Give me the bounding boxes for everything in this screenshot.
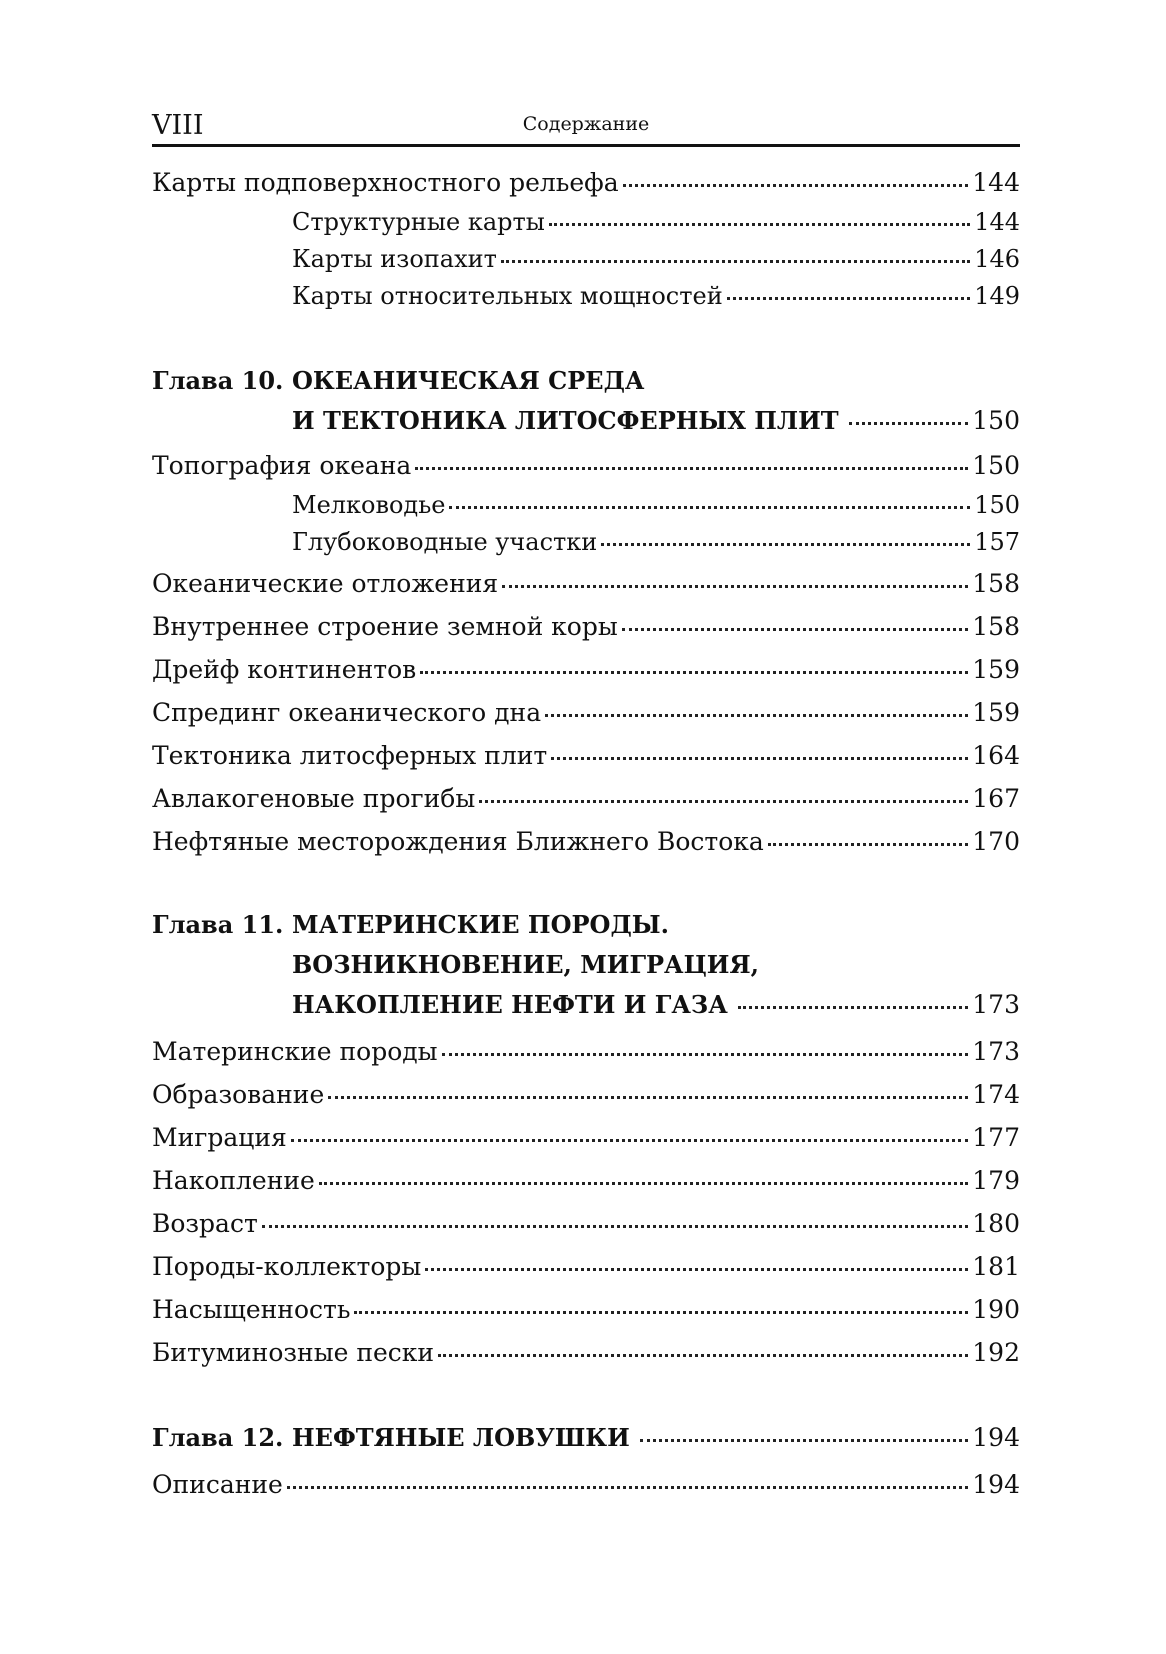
- entry-page: 194: [972, 1470, 1020, 1499]
- dot-leader: [328, 1096, 968, 1099]
- chapter-11-heading[interactable]: [152, 910, 1020, 946]
- entry-title: Внутреннее строение земной коры: [152, 612, 618, 641]
- running-title: Содержание: [522, 113, 650, 135]
- dot-leader: [622, 628, 969, 631]
- entry-title: Образование: [152, 1080, 325, 1109]
- toc-entry[interactable]: [152, 168, 1020, 204]
- chapter-title-line: НЕФТЯНЫЕ ЛОВУШКИ: [292, 1423, 630, 1452]
- dot-leader: [442, 1053, 969, 1056]
- toc-subentry[interactable]: [292, 245, 1020, 281]
- entry-title: Нефтяные месторождения Ближнего Востока: [152, 827, 764, 856]
- entry-page: 159: [972, 698, 1020, 727]
- dot-leader: [768, 843, 969, 846]
- entry-page: 174: [972, 1080, 1020, 1109]
- page-header: [152, 104, 1020, 147]
- entry-page: 167: [972, 784, 1020, 813]
- dot-leader: [501, 260, 970, 263]
- entry-title: Дрейф континентов: [152, 655, 417, 684]
- entry-title: Карты изопахит: [292, 245, 497, 273]
- dot-leader: [420, 671, 968, 674]
- entry-title: Насыщенность: [152, 1295, 351, 1324]
- chapter-11-heading-cont[interactable]: [292, 950, 1020, 986]
- chapter-number: Глава 10.: [152, 366, 284, 395]
- chapter-number: Глава 12.: [152, 1423, 284, 1452]
- chapter-page: 173: [972, 990, 1020, 1019]
- entry-page: 144: [972, 168, 1020, 197]
- entry-page: 149: [974, 282, 1020, 310]
- entry-page: 170: [972, 827, 1020, 856]
- chapter-10-heading[interactable]: [152, 366, 1020, 402]
- chapter-number: Глава 11.: [152, 910, 284, 939]
- entry-title: Глубоководные участки: [292, 528, 598, 556]
- chapter-title-line: МАТЕРИНСКИЕ ПОРОДЫ.: [292, 910, 669, 939]
- dot-leader: [319, 1182, 968, 1185]
- toc-subentry[interactable]: [292, 282, 1020, 318]
- entry-title: Описание: [152, 1470, 283, 1499]
- toc-entry[interactable]: [152, 569, 1020, 605]
- entry-page: 158: [972, 569, 1020, 598]
- entry-page: 150: [972, 451, 1020, 480]
- chapter-10-heading-cont[interactable]: [292, 406, 1020, 442]
- entry-page: 179: [972, 1166, 1020, 1195]
- dot-leader: [727, 297, 970, 300]
- chapter-page: 150: [972, 406, 1020, 435]
- entry-title: Миграция: [152, 1123, 287, 1152]
- toc-entry[interactable]: [152, 612, 1020, 648]
- entry-title: Возраст: [152, 1209, 258, 1238]
- chapter-title-line: НАКОПЛЕНИЕ НЕФТИ И ГАЗА: [292, 990, 728, 1019]
- entry-title: Породы-коллекторы: [152, 1252, 422, 1281]
- chapter-12-heading[interactable]: [152, 1423, 1020, 1459]
- entry-title: Топография океана: [152, 451, 412, 480]
- chapter-title-line: И ТЕКТОНИКА ЛИТОСФЕРНЫХ ПЛИТ: [292, 406, 839, 435]
- entry-page: 192: [972, 1338, 1020, 1367]
- dot-leader: [551, 757, 968, 760]
- dot-leader: [291, 1139, 969, 1142]
- dot-leader: [287, 1486, 968, 1489]
- entry-page: 144: [974, 208, 1020, 236]
- toc-entry[interactable]: [152, 784, 1020, 820]
- entry-title: Океанические отложения: [152, 569, 499, 598]
- toc-entry[interactable]: [152, 1166, 1020, 1202]
- toc-entry[interactable]: [152, 1252, 1020, 1288]
- dot-leader: [438, 1354, 968, 1357]
- entry-page: 158: [972, 612, 1020, 641]
- entry-title: Карты относительных мощностей: [292, 282, 723, 310]
- dot-leader: [849, 422, 969, 425]
- entry-title: Материнские породы: [152, 1037, 438, 1066]
- dot-leader: [425, 1268, 968, 1271]
- toc-entry[interactable]: [152, 1123, 1020, 1159]
- toc-entry[interactable]: [152, 1209, 1020, 1245]
- entry-title: Спрединг океанического дна: [152, 698, 542, 727]
- entry-title: Авлакогеновые прогибы: [152, 784, 476, 813]
- entry-page: 150: [974, 491, 1020, 519]
- dot-leader: [545, 714, 968, 717]
- entry-page: 177: [972, 1123, 1020, 1152]
- dot-leader: [549, 223, 970, 226]
- page-number: VIII: [152, 110, 204, 141]
- entry-title: Тектоника литосферных плит: [152, 741, 548, 770]
- entry-page: 146: [974, 245, 1020, 273]
- toc-entry[interactable]: [152, 698, 1020, 734]
- dot-leader: [640, 1439, 969, 1442]
- toc-subentry[interactable]: [292, 208, 1020, 244]
- toc-entry[interactable]: [152, 1338, 1020, 1374]
- toc-entry[interactable]: [152, 741, 1020, 777]
- entry-title: Мелководье: [292, 491, 446, 519]
- dot-leader: [623, 184, 969, 187]
- toc-entry[interactable]: [152, 827, 1020, 863]
- toc-entry[interactable]: [152, 1295, 1020, 1331]
- entry-page: 164: [972, 741, 1020, 770]
- dot-leader: [354, 1311, 968, 1314]
- dot-leader: [601, 543, 970, 546]
- dot-leader: [502, 585, 968, 588]
- entry-title: Битуминозные пески: [152, 1338, 435, 1367]
- chapter-page: 194: [972, 1423, 1020, 1452]
- chapter-title-line: ВОЗНИКНОВЕНИЕ, МИГРАЦИЯ,: [292, 950, 759, 979]
- toc-entry[interactable]: [152, 655, 1020, 691]
- toc-subentry[interactable]: [292, 528, 1020, 564]
- entry-page: 159: [972, 655, 1020, 684]
- toc-entry[interactable]: [152, 1080, 1020, 1116]
- entry-page: 173: [972, 1037, 1020, 1066]
- chapter-11-heading-cont[interactable]: [292, 990, 1020, 1026]
- entry-page: 190: [972, 1295, 1020, 1324]
- entry-title: Накопление: [152, 1166, 315, 1195]
- entry-page: 181: [972, 1252, 1020, 1281]
- toc-entry[interactable]: [152, 1470, 1020, 1506]
- dot-leader: [415, 467, 968, 470]
- chapter-title-line: ОКЕАНИЧЕСКАЯ СРЕДА: [292, 366, 645, 395]
- toc-entry[interactable]: [152, 1037, 1020, 1073]
- entry-title: Карты подповерхностного рельефа: [152, 168, 619, 197]
- entry-title: Структурные карты: [292, 208, 545, 236]
- entry-page: 180: [972, 1209, 1020, 1238]
- dot-leader: [738, 1006, 969, 1009]
- toc-subentry[interactable]: [292, 491, 1020, 527]
- toc-entry[interactable]: [152, 451, 1020, 487]
- dot-leader: [479, 800, 968, 803]
- entry-page: 157: [974, 528, 1020, 556]
- dot-leader: [449, 506, 970, 509]
- dot-leader: [262, 1225, 968, 1228]
